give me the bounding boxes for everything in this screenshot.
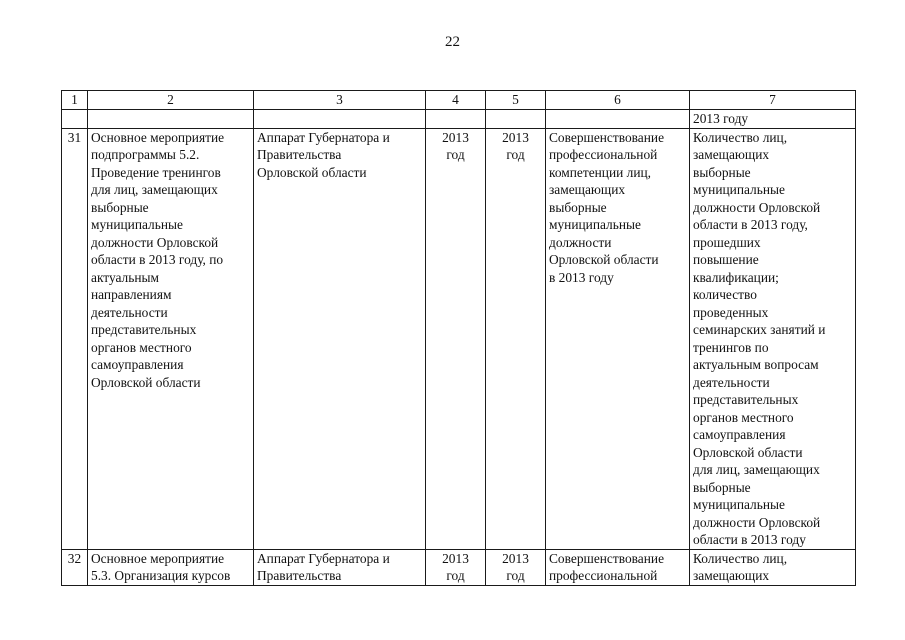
executor-cell: Аппарат Губернатора и Правительства Орловской области — [254, 128, 426, 549]
indicator-cell: Количество лиц, замещающих выборные муниципальные должности Орловской области в 2013 году, прошедших повышение квалификации; количество проведенных семинарских занятий и тренингов по актуальным вопросам деятельности представительных органов местного самоуправления Орловской области для лиц, замещающих выборные муниципальные должности Орловской области в 2013 году — [690, 128, 856, 549]
executor-cell: Аппарат Губернатора и Правительства — [254, 549, 426, 585]
header-col-6: 6 — [546, 91, 690, 110]
row-number: 32 — [62, 549, 88, 585]
result-cell: Совершенствование профессиональной — [546, 549, 690, 585]
header-row — [62, 91, 856, 110]
event-cell: Основное мероприятие 5.3. Организация курсов — [88, 549, 254, 585]
continuation-cell-5 — [486, 109, 546, 128]
continuation-cell-6 — [546, 109, 690, 128]
start-year-cell: 2013 год — [426, 549, 486, 585]
row-number: 31 — [62, 128, 88, 549]
continuation-cell-3 — [254, 109, 426, 128]
continuation-cell-2 — [88, 109, 254, 128]
header-col-7: 7 — [690, 91, 856, 110]
table-row — [62, 128, 856, 549]
continuation-cell-4 — [426, 109, 486, 128]
indicator-cell: Количество лиц, замещающих — [690, 549, 856, 585]
header-col-1: 1 — [62, 91, 88, 110]
result-cell: Совершенствование профессиональной компетенции лиц, замещающих выборные муниципальные должности Орловской области в 2013 году — [546, 128, 690, 549]
continuation-row — [62, 109, 856, 128]
header-col-5: 5 — [486, 91, 546, 110]
continuation-cell-1 — [62, 109, 88, 128]
header-col-3: 3 — [254, 91, 426, 110]
header-col-2: 2 — [88, 91, 254, 110]
event-cell: Основное мероприятие подпрограммы 5.2. Проведение тренингов для лиц, замещающих выборные муниципальные должности Орловской области в 2013 году, по актуальным направлениям деятельности представительных органов местного самоуправления Орловской области — [88, 128, 254, 549]
header-col-4: 4 — [426, 91, 486, 110]
table-row — [62, 549, 856, 585]
start-year-cell: 2013 год — [426, 128, 486, 549]
activities-table — [61, 90, 856, 586]
end-year-cell: 2013 год — [486, 128, 546, 549]
end-year-cell: 2013 год — [486, 549, 546, 585]
page-number: 22 — [445, 34, 460, 50]
continuation-indicator: 2013 году — [690, 109, 856, 128]
